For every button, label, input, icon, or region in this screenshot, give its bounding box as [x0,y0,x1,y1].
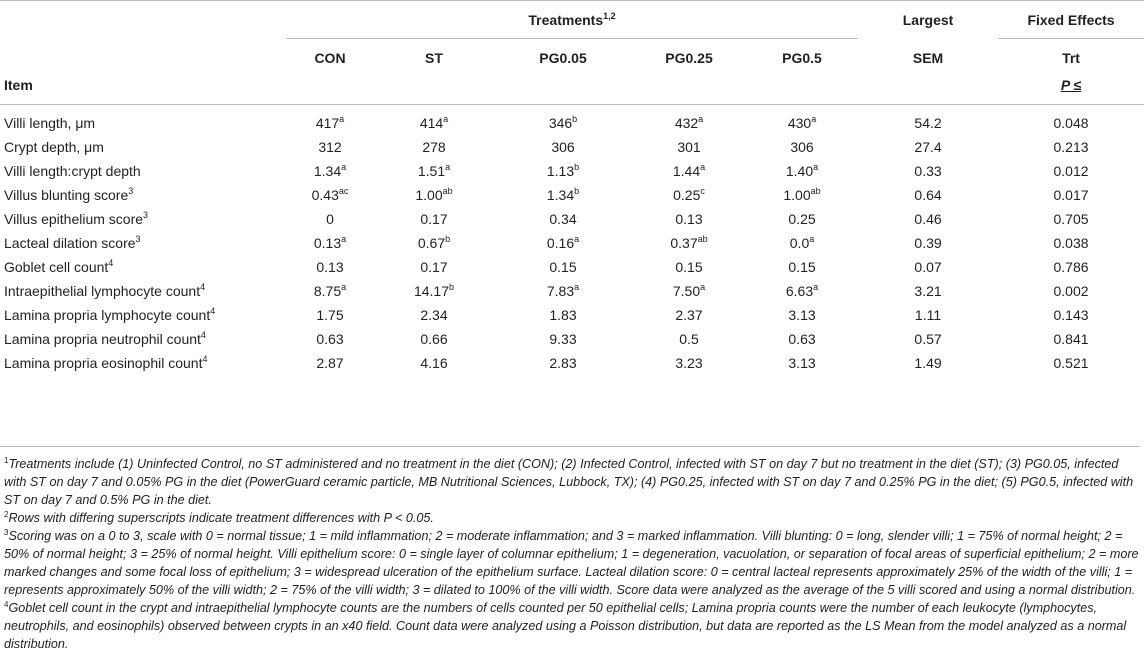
footnote-4-text: Goblet cell count in the crypt and intraepithelial lymphocyte counts are the numbers of cells counted per 50 epithelial cells; Lamina propria counts were the number of each leukocyte (lymphocytes, neutrophils, and eosinophils) observed between crypts in an x40 field. Count data were analyzed using a Poisson distribution, but data are reported as the LS Mean from the model analyzed as a normal distribution. [4,601,1127,651]
item-footnote-ref: 3 [135,233,141,244]
p-value-cell: 0.017 [1053,186,1089,203]
item-text: Lacteal dilation score [4,234,136,251]
row-item-label [0,327,286,351]
row-item-label [0,105,286,135]
value-cell [746,255,858,279]
cell-value: 1.34 [546,186,575,203]
value-cell [286,255,374,279]
largest-header: Largest [902,11,954,28]
p-value-cell: 0.143 [1053,306,1089,323]
row-item-label [0,183,286,207]
item-footnote-ref: 3 [143,209,149,220]
significance-superscript: a [341,281,347,292]
value-cell [746,183,858,207]
value-cell [632,303,746,327]
significance-superscript: a [700,281,706,292]
value-cell [632,207,746,231]
footnote-2-mark: 2 [4,510,9,519]
value-cell [374,183,494,207]
cell-value: 2.83 [549,354,577,371]
row-item-label [0,207,286,231]
value-cell [374,303,494,327]
table-row [0,105,1144,135]
value-cell [746,231,858,255]
table-body [0,105,1144,379]
cell-value: 9.33 [549,330,577,347]
footnote-1-text: Treatments include (1) Uninfected Control, no ST administered and no treatment in the diet (CON); (2) Infected Control, infected with ST on day 7 but no treatment in the diet (ST); (3) PG0.05, infected with ST on day 7 and 0.05% PG in the diet (PowerGuard ceramic particle, MB Nutritional Sciences, Lubbock, TX); (4) PG0.25, infected with ST on day 7 and 0.25% PG in the diet; (5) PG0.5, infected with ST on day 7 and 0.5% PG in the diet. [4,457,1134,507]
item-text: Lamina propria lymphocyte count [4,306,211,323]
significance-superscript: a [813,281,819,292]
value-cell [632,135,746,159]
significance-superscript: ab [442,185,453,196]
item-text: Intraepithelial lymphocyte count [4,282,201,299]
cell-value: 0.17 [420,210,448,227]
value-cell [286,159,374,183]
significance-superscript: a [698,113,704,124]
table-row [0,135,1144,159]
table-row [0,351,1144,379]
p-value-cell: 0.012 [1053,162,1089,179]
row-item-label [0,303,286,327]
cell-value: 1.40 [785,162,814,179]
sem-cell: 0.46 [914,210,942,227]
cell-value: 0 [326,210,334,227]
col-trt: Trt [1062,49,1080,66]
table-row [0,207,1144,231]
cell-value: 306 [551,138,575,155]
cell-value: 0.13 [675,210,703,227]
value-cell [494,159,632,183]
significance-superscript: a [445,161,451,172]
sem-cell: 0.39 [914,234,942,251]
significance-superscript: c [700,185,705,196]
cell-value: 0.67 [417,234,446,251]
cell-value: 1.00 [415,186,443,203]
item-text: Lamina propria neutrophil count [4,330,201,347]
cell-value: 0.17 [420,258,448,275]
value-cell [494,327,632,351]
cell-value: 0.66 [420,330,448,347]
row-item-label [0,231,286,255]
cell-value: 0.5 [679,330,699,347]
significance-superscript: a [443,113,449,124]
cell-value: 278 [422,138,446,155]
footnote-3-text: Scoring was on a 0 to 3, scale with 0 = normal tissue; 1 = mild inflammation; 2 = moderate inflammation; and 3 = marked inflammation. Villi blunting: 0 = long, slender villi; 1 = 75% of normal height; 2 = 50% of normal height; 3 = 25% of normal height. Villi epithelium score: 0 = single layer of columnar epithelium; 1 = degeneration, vacuolation, or separation of focal areas of superficial epithelium; 2 = more marked changes and some focal loss of epithelium; 3 = widespread ulceration of the epithelium surface. Lacteal dilation score: 0 = central lacteal represents approximately 25% of the width of the villi; 1 = represents approximately 50% of the villi width; 2 = 75% of the villi width; 3 = dilated to 100% of the villi width. Score data were analyzed as the average of the 5 villi scored and using a normal distribution. [4,529,1139,597]
value-cell [632,279,746,303]
cell-value: 4.16 [420,354,448,371]
significance-superscript: a [339,113,345,124]
significance-superscript: b [449,281,455,292]
significance-superscript: b [574,161,580,172]
sem-cell: 0.57 [914,330,942,347]
value-cell [286,279,374,303]
item-footnote-ref: 4 [200,329,206,340]
significance-superscript: a [700,161,706,172]
treatments-label: Treatments [528,11,604,28]
table-row [0,327,1144,351]
col-sem: SEM [912,49,944,66]
cell-value: 1.83 [549,306,577,323]
table-row [0,303,1144,327]
footnote-3 [4,527,1140,599]
value-cell [494,231,632,255]
value-cell [374,279,494,303]
cell-value: 430 [787,114,812,131]
cell-value: 432 [674,114,699,131]
cell-value: 0.13 [313,234,342,251]
value-cell [632,351,746,379]
value-cell [494,183,632,207]
table-row [0,159,1144,183]
value-cell [632,231,746,255]
value-cell [286,303,374,327]
sem-cell: 1.11 [914,306,942,323]
item-text: Villus blunting score [4,186,129,203]
item-text: Villi length:crypt depth [4,162,141,179]
p-value-cell: 0.002 [1053,282,1089,299]
row-item-label [0,135,286,159]
significance-superscript: ab [697,233,708,244]
value-cell [494,255,632,279]
significance-superscript: ab [810,185,821,196]
value-cell [286,207,374,231]
item-footnote-ref: 3 [128,185,134,196]
value-cell [746,279,858,303]
significance-superscript: b [572,113,578,124]
header-row-2 [0,39,1144,77]
item-text: Villus epithelium score [4,210,144,227]
header-row-1 [0,1,1144,39]
p-value-cell: 0.048 [1053,114,1089,131]
col-st: ST [425,49,443,66]
footnote-1 [4,455,1140,509]
cell-value: 1.75 [316,306,344,323]
cell-value: 0.13 [316,258,344,275]
col-con: CON [314,49,346,66]
item-footnote-ref: 4 [210,305,216,316]
value-cell [286,327,374,351]
sem-cell: 54.2 [914,114,942,131]
significance-superscript: a [574,233,580,244]
value-cell [746,135,858,159]
value-cell [746,303,858,327]
value-cell [494,105,632,135]
item-text: Goblet cell count [4,258,109,275]
item-text: Villi length, μm [4,114,96,131]
p-value-cell: 0.705 [1053,210,1089,227]
cell-value: 0.63 [788,330,816,347]
value-cell [746,351,858,379]
footnote-4-mark: 4 [4,600,9,609]
cell-value: 0.15 [788,258,816,275]
value-cell [374,135,494,159]
value-cell [374,105,494,135]
cell-value: 1.51 [417,162,446,179]
value-cell [632,159,746,183]
cell-value: 0.34 [549,210,577,227]
value-cell [286,183,374,207]
p-value-cell: 0.521 [1053,354,1089,371]
significance-superscript: a [813,161,819,172]
cell-value: 0.15 [549,258,577,275]
value-cell [374,255,494,279]
col-pg05: PG0.5 [782,49,822,66]
cell-value: 0.0 [789,234,810,251]
value-cell [374,207,494,231]
sem-cell: 3.21 [914,282,942,299]
cell-value: 2.87 [316,354,344,371]
table-row [0,255,1144,279]
value-cell [494,135,632,159]
significance-superscript: a [341,233,347,244]
cell-value: 3.23 [675,354,703,371]
value-cell [494,303,632,327]
col-pg005: PG0.05 [539,49,587,66]
table-row [0,279,1144,303]
footnote-1-mark: 1 [4,456,9,465]
cell-value: 2.34 [420,306,448,323]
cell-value: 1.34 [313,162,342,179]
cell-value: 3.13 [788,306,816,323]
cell-value: 1.44 [672,162,701,179]
cell-value: 0.63 [316,330,344,347]
row-item-label [0,351,286,379]
cell-value: 14.17 [413,282,450,299]
cell-value: 346 [548,114,573,131]
cell-value: 417 [315,114,340,131]
value-cell [494,351,632,379]
cell-value: 0.25 [673,186,701,203]
cell-value: 0.43 [311,186,339,203]
fixed-effects-header: Fixed Effects [998,1,1144,39]
treatments-footnote-ref: 1,2 [603,10,616,21]
significance-superscript: a [341,161,347,172]
item-footnote-ref: 4 [108,257,114,268]
sem-cell: 0.33 [914,162,942,179]
value-cell [632,183,746,207]
value-cell [286,105,374,135]
row-item-label [0,255,286,279]
cell-value: 7.83 [546,282,575,299]
significance-superscript: a [574,281,580,292]
table-row [0,231,1144,255]
col-pg025: PG0.25 [665,49,713,66]
value-cell [494,279,632,303]
value-cell [746,327,858,351]
cell-value: 0.37 [670,234,698,251]
cell-value: 0.16 [546,234,575,251]
sem-cell: 1.49 [914,354,942,371]
cell-value: 8.75 [313,282,342,299]
table-row [0,183,1144,207]
significance-superscript: a [809,233,815,244]
cell-value: 1.00 [783,186,811,203]
footnotes [0,446,1140,653]
cell-value: 0.15 [675,258,703,275]
value-cell [374,327,494,351]
footnote-2 [4,509,1140,527]
value-cell [746,207,858,231]
col-p-value [998,77,1144,105]
sem-cell: 0.07 [914,258,942,275]
cell-value: 301 [677,138,701,155]
cell-value: 7.50 [672,282,701,299]
significance-superscript: b [574,185,580,196]
item-text: Lamina propria eosinophil count [4,354,203,371]
value-cell [374,231,494,255]
treatments-header [286,1,858,39]
sem-cell: 0.64 [914,186,942,203]
value-cell [286,231,374,255]
cell-value: 306 [790,138,814,155]
value-cell [632,105,746,135]
cell-value: 6.63 [785,282,814,299]
significance-superscript: b [445,233,451,244]
row-item-label [0,159,286,183]
value-cell [746,105,858,135]
item-text: Crypt depth, μm [4,138,104,155]
value-cell [746,159,858,183]
value-cell [286,135,374,159]
item-footnote-ref: 4 [200,281,206,292]
footnote-2-text: Rows with differing superscripts indicate treatment differences with P < 0.05. [8,511,434,525]
cell-value: 0.25 [788,210,816,227]
p-value-cell: 0.841 [1053,330,1089,347]
cell-value: 1.13 [546,162,575,179]
value-cell [632,327,746,351]
p-value-label: P ≤ [1060,76,1082,93]
cell-value: 414 [419,114,444,131]
cell-value: 2.37 [675,306,703,323]
value-cell [374,351,494,379]
footnote-3-mark: 3 [4,528,9,537]
value-cell [374,159,494,183]
header-row-3 [0,77,1144,105]
cell-value: 3.13 [788,354,816,371]
sem-cell: 27.4 [914,138,942,155]
item-footnote-ref: 4 [202,353,208,364]
p-value-cell: 0.213 [1053,138,1089,155]
value-cell [494,207,632,231]
value-cell [632,255,746,279]
p-value-cell: 0.786 [1053,258,1089,275]
significance-superscript: a [811,113,817,124]
cell-value: 312 [318,138,342,155]
significance-superscript: ac [338,185,349,196]
footnote-4 [4,599,1140,653]
p-value-cell: 0.038 [1053,234,1089,251]
col-item: Item [4,76,33,93]
row-item-label [0,279,286,303]
value-cell [286,351,374,379]
